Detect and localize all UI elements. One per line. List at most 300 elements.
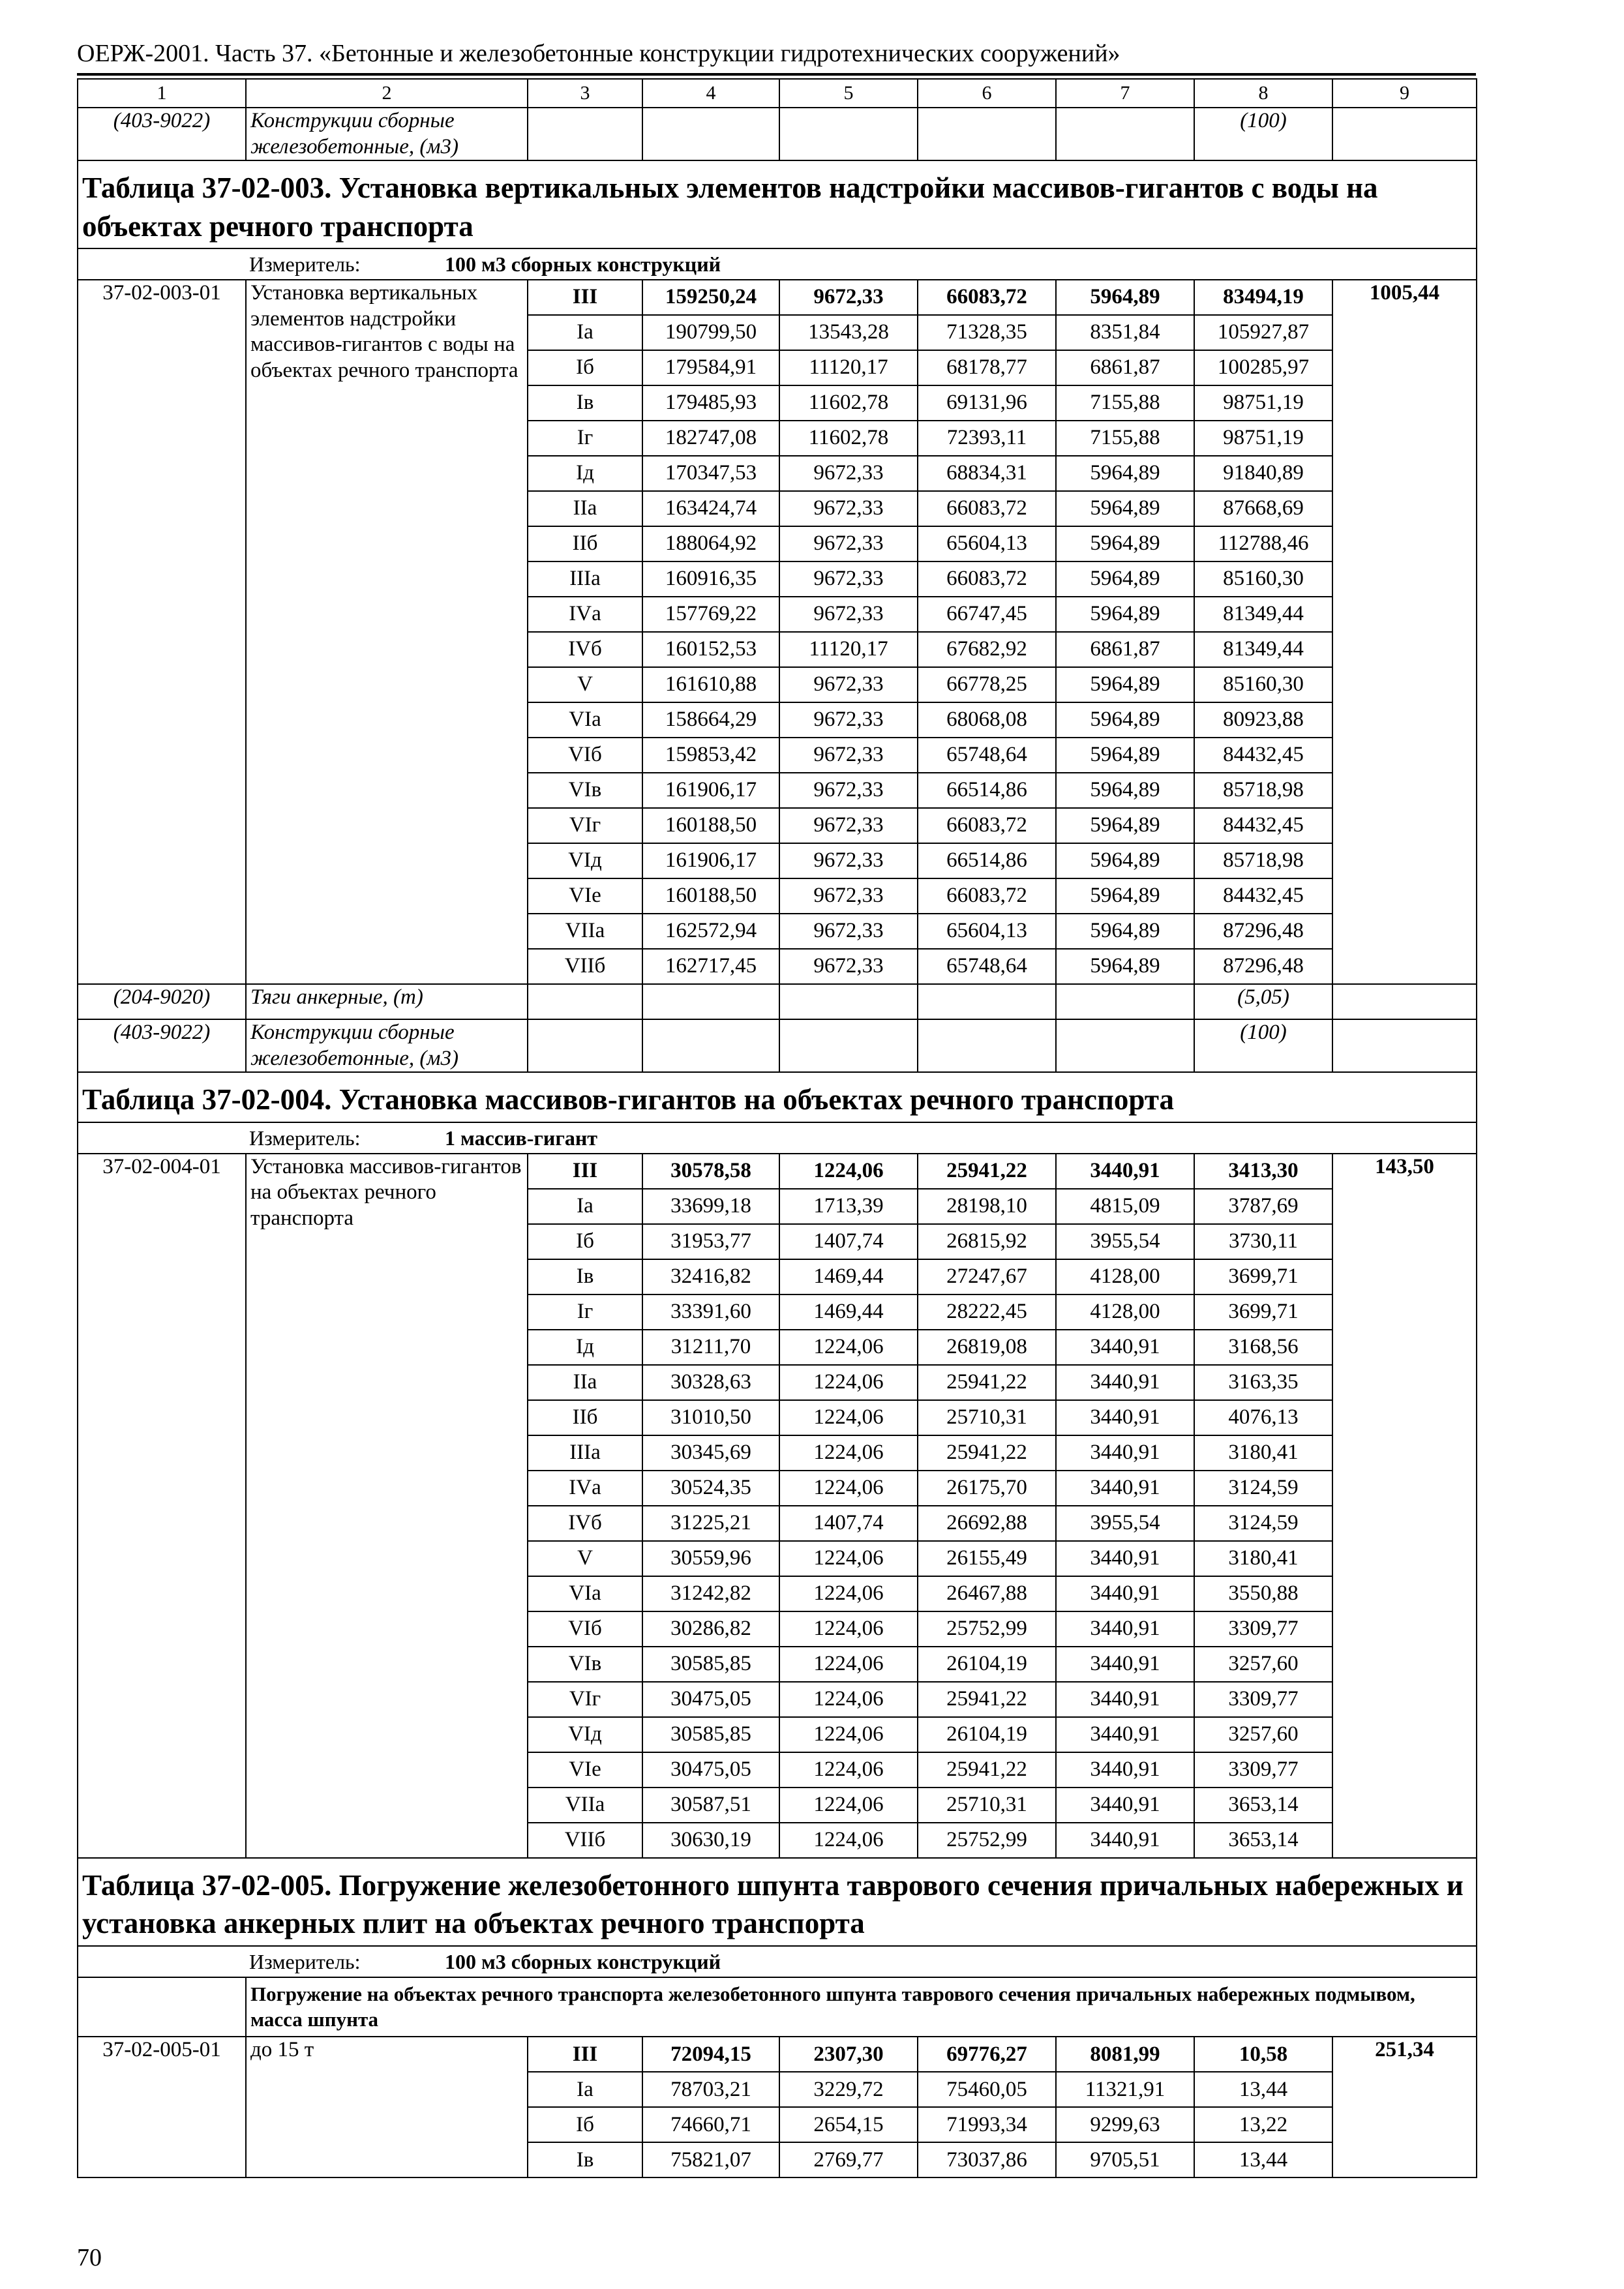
- measure-label: Измеритель:: [249, 1949, 361, 1973]
- value-cell: 160188,50: [642, 808, 779, 843]
- value-cell: 85160,30: [1194, 561, 1332, 597]
- value-cell: 3440,91: [1056, 1330, 1194, 1365]
- value-cell: 87296,48: [1194, 949, 1332, 984]
- material-row: [78, 108, 1477, 160]
- value-cell: 28198,10: [918, 1189, 1056, 1224]
- value-cell: 3550,88: [1194, 1576, 1332, 1611]
- value-cell: 5964,89: [1056, 878, 1194, 914]
- material-code: (204-9020): [78, 984, 246, 1019]
- rate-code: 37-02-005-01: [78, 2037, 246, 2177]
- measure-row: [78, 1946, 1477, 1977]
- value-cell: 3413,30: [1194, 1154, 1332, 1189]
- value-cell: 66083,72: [918, 808, 1056, 843]
- value-cell: 10,58: [1194, 2037, 1332, 2072]
- value-cell: 3163,35: [1194, 1365, 1332, 1400]
- measure-label: Измеритель:: [249, 1126, 361, 1150]
- value-cell: 160916,35: [642, 561, 779, 597]
- value-cell: 69131,96: [918, 385, 1056, 421]
- value-cell: 5964,89: [1056, 808, 1194, 843]
- value-cell: 65604,13: [918, 526, 1056, 561]
- value-cell: 179584,91: [642, 350, 779, 385]
- zone-cell: VIв: [528, 1647, 642, 1682]
- value-cell: 3168,56: [1194, 1330, 1332, 1365]
- value-cell: 9672,33: [779, 843, 918, 878]
- value-cell: 31953,77: [642, 1224, 779, 1259]
- value-cell: 91840,89: [1194, 456, 1332, 491]
- zone-cell: IIIа: [528, 1435, 642, 1471]
- zone-cell: IVб: [528, 1506, 642, 1541]
- value-cell: 84432,45: [1194, 738, 1332, 773]
- value-cell: 7155,88: [1056, 421, 1194, 456]
- value-cell: 5964,89: [1056, 702, 1194, 738]
- value-cell: 3124,59: [1194, 1506, 1332, 1541]
- value-cell: 75460,05: [918, 2072, 1056, 2107]
- value-cell: 163424,74: [642, 491, 779, 526]
- zone-cell: Iб: [528, 1224, 642, 1259]
- column-number: 9: [1332, 79, 1477, 108]
- value-cell: 170347,53: [642, 456, 779, 491]
- empty-cell: [1056, 108, 1194, 160]
- value-cell: 5964,89: [1056, 843, 1194, 878]
- rate-name: Установка вертикальных элементов надстройки массивов-гигантов с воды на объектах речного транспорта: [246, 280, 528, 984]
- value-cell: 3440,91: [1056, 1788, 1194, 1823]
- zone-cell: Iв: [528, 385, 642, 421]
- value-cell: 3257,60: [1194, 1647, 1332, 1682]
- column-number-row: [78, 79, 1477, 108]
- empty-cell: [779, 108, 918, 160]
- measure-value: 100 м3 сборных конструкций: [445, 1949, 721, 1973]
- value-cell: 179485,93: [642, 385, 779, 421]
- value-cell: 2654,15: [779, 2107, 918, 2142]
- value-cell: 182747,08: [642, 421, 779, 456]
- material-qty: (100): [1194, 108, 1332, 160]
- value-cell: 71993,34: [918, 2107, 1056, 2142]
- zone-cell: VIб: [528, 1611, 642, 1647]
- zone-cell: Iа: [528, 1189, 642, 1224]
- value-cell: 3440,91: [1056, 1576, 1194, 1611]
- value-cell: 160188,50: [642, 878, 779, 914]
- zone-cell: IIб: [528, 526, 642, 561]
- value-cell: 30345,69: [642, 1435, 779, 1471]
- measure-cell: [78, 1946, 1477, 1977]
- zone-cell: VIб: [528, 738, 642, 773]
- value-cell: 3440,91: [1056, 1682, 1194, 1717]
- column-number: 5: [779, 79, 918, 108]
- material-code: (403-9022): [78, 1019, 246, 1072]
- value-cell: 30578,58: [642, 1154, 779, 1189]
- table-title-row: [78, 1858, 1477, 1946]
- value-cell: 11602,78: [779, 421, 918, 456]
- material-name: Тяги анкерные, (т): [246, 984, 528, 1019]
- value-cell: 3440,91: [1056, 1400, 1194, 1435]
- zone-cell: Iа: [528, 2072, 642, 2107]
- value-cell: 2307,30: [779, 2037, 918, 2072]
- value-cell: 112788,46: [1194, 526, 1332, 561]
- zone-cell: IVа: [528, 1471, 642, 1506]
- zone-cell: Iд: [528, 1330, 642, 1365]
- value-cell: 30475,05: [642, 1752, 779, 1788]
- value-cell: 161906,17: [642, 773, 779, 808]
- value-cell: 9299,63: [1056, 2107, 1194, 2142]
- value-cell: 30585,85: [642, 1647, 779, 1682]
- table-row: [78, 1154, 1477, 1189]
- value-cell: 1407,74: [779, 1224, 918, 1259]
- value-cell: 31010,50: [642, 1400, 779, 1435]
- zone-cell: III: [528, 2037, 642, 2072]
- value-cell: 13,44: [1194, 2142, 1332, 2177]
- value-cell: 9672,33: [779, 597, 918, 632]
- zone-cell: Iв: [528, 1259, 642, 1294]
- value-cell: 3440,91: [1056, 1365, 1194, 1400]
- value-cell: 65748,64: [918, 949, 1056, 984]
- value-cell: 30328,63: [642, 1365, 779, 1400]
- value-cell: 3653,14: [1194, 1823, 1332, 1858]
- zone-cell: Iб: [528, 2107, 642, 2142]
- value-cell: 32416,82: [642, 1259, 779, 1294]
- page-number: 70: [77, 2244, 102, 2271]
- value-cell: 30630,19: [642, 1823, 779, 1858]
- value-cell: 65604,13: [918, 914, 1056, 949]
- value-cell: 9672,33: [779, 456, 918, 491]
- rate-name: Установка массивов-гигантов на объектах речного транспорта: [246, 1154, 528, 1858]
- value-cell: 158664,29: [642, 702, 779, 738]
- zone-cell: IVб: [528, 632, 642, 667]
- value-cell: 11602,78: [779, 385, 918, 421]
- value-cell: 5964,89: [1056, 456, 1194, 491]
- value-cell: 3653,14: [1194, 1788, 1332, 1823]
- value-cell: 87296,48: [1194, 914, 1332, 949]
- value-cell: 8351,84: [1056, 315, 1194, 350]
- value-cell: 3180,41: [1194, 1435, 1332, 1471]
- measure-row: [78, 248, 1477, 280]
- empty-cell: [1056, 1019, 1194, 1072]
- value-cell: 1224,06: [779, 1154, 918, 1189]
- value-cell: 80923,88: [1194, 702, 1332, 738]
- labor-cost: 143,50: [1332, 1154, 1477, 1858]
- value-cell: 5964,89: [1056, 526, 1194, 561]
- value-cell: 73037,86: [918, 2142, 1056, 2177]
- table-title-row: [78, 1072, 1477, 1122]
- value-cell: 9672,33: [779, 702, 918, 738]
- value-cell: 1224,06: [779, 1541, 918, 1576]
- value-cell: 78703,21: [642, 2072, 779, 2107]
- column-number: 1: [78, 79, 246, 108]
- value-cell: 9705,51: [1056, 2142, 1194, 2177]
- value-cell: 9672,33: [779, 914, 918, 949]
- page-header: ОЕРЖ-2001. Часть 37. «Бетонные и железобетонные конструкции гидротехнических сооружений»: [77, 40, 1120, 67]
- material-code: (403-9022): [78, 108, 246, 160]
- value-cell: 69776,27: [918, 2037, 1056, 2072]
- value-cell: 1224,06: [779, 1471, 918, 1506]
- zone-cell: Iд: [528, 456, 642, 491]
- zone-cell: VIIб: [528, 1823, 642, 1858]
- material-row: [78, 1019, 1477, 1072]
- value-cell: 1224,06: [779, 1435, 918, 1471]
- value-cell: 9672,33: [779, 667, 918, 702]
- value-cell: 3440,91: [1056, 1541, 1194, 1576]
- empty-cell: [1332, 984, 1477, 1019]
- zone-cell: VIг: [528, 1682, 642, 1717]
- measure-label: Измеритель:: [249, 252, 361, 276]
- value-cell: 159853,42: [642, 738, 779, 773]
- material-name: Конструкции сборные железобетонные, (м3): [246, 108, 528, 160]
- value-cell: 4128,00: [1056, 1259, 1194, 1294]
- material-row: [78, 984, 1477, 1019]
- value-cell: 9672,33: [779, 526, 918, 561]
- rate-code: 37-02-003-01: [78, 280, 246, 984]
- value-cell: 26104,19: [918, 1647, 1056, 1682]
- value-cell: 6861,87: [1056, 350, 1194, 385]
- value-cell: 30286,82: [642, 1611, 779, 1647]
- value-cell: 26815,92: [918, 1224, 1056, 1259]
- value-cell: 3180,41: [1194, 1541, 1332, 1576]
- value-cell: 66778,25: [918, 667, 1056, 702]
- value-cell: 8081,99: [1056, 2037, 1194, 2072]
- value-cell: 3124,59: [1194, 1471, 1332, 1506]
- value-cell: 3440,91: [1056, 1752, 1194, 1788]
- zone-cell: Iв: [528, 2142, 642, 2177]
- material-qty: (100): [1194, 1019, 1332, 1072]
- labor-cost: 1005,44: [1332, 280, 1477, 984]
- value-cell: 67682,92: [918, 632, 1056, 667]
- value-cell: 3730,11: [1194, 1224, 1332, 1259]
- value-cell: 27247,67: [918, 1259, 1056, 1294]
- zone-cell: IIа: [528, 1365, 642, 1400]
- value-cell: 7155,88: [1056, 385, 1194, 421]
- value-cell: 1224,06: [779, 1330, 918, 1365]
- value-cell: 3955,54: [1056, 1224, 1194, 1259]
- value-cell: 5964,89: [1056, 773, 1194, 808]
- zone-cell: IIб: [528, 1400, 642, 1435]
- zone-cell: VIд: [528, 1717, 642, 1752]
- value-cell: 3955,54: [1056, 1506, 1194, 1541]
- empty-cell: [1056, 984, 1194, 1019]
- value-cell: 161906,17: [642, 843, 779, 878]
- value-cell: 1224,06: [779, 1611, 918, 1647]
- zone-cell: VIIа: [528, 1788, 642, 1823]
- value-cell: 1224,06: [779, 1717, 918, 1752]
- value-cell: 26175,70: [918, 1471, 1056, 1506]
- value-cell: 25941,22: [918, 1435, 1056, 1471]
- value-cell: 3257,60: [1194, 1717, 1332, 1752]
- value-cell: 26692,88: [918, 1506, 1056, 1541]
- empty-cell: [642, 1019, 779, 1072]
- value-cell: 81349,44: [1194, 632, 1332, 667]
- rates-table: [77, 78, 1477, 2178]
- value-cell: 1224,06: [779, 1400, 918, 1435]
- value-cell: 66514,86: [918, 773, 1056, 808]
- value-cell: 26155,49: [918, 1541, 1056, 1576]
- value-cell: 5964,89: [1056, 561, 1194, 597]
- value-cell: 65748,64: [918, 738, 1056, 773]
- value-cell: 68068,08: [918, 702, 1056, 738]
- value-cell: 25941,22: [918, 1154, 1056, 1189]
- zone-cell: VIа: [528, 702, 642, 738]
- material-qty: (5,05): [1194, 984, 1332, 1019]
- value-cell: 11120,17: [779, 632, 918, 667]
- value-cell: 4815,09: [1056, 1189, 1194, 1224]
- value-cell: 190799,50: [642, 315, 779, 350]
- value-cell: 66083,72: [918, 561, 1056, 597]
- value-cell: 30475,05: [642, 1682, 779, 1717]
- measure-row: [78, 1122, 1477, 1154]
- zone-cell: Iб: [528, 350, 642, 385]
- subheading: Погружение на объектах речного транспорта железобетонного шпунта таврового сечения причальных набережных подмывом, масса шпунта: [246, 1977, 1477, 2037]
- value-cell: 30559,96: [642, 1541, 779, 1576]
- value-cell: 66747,45: [918, 597, 1056, 632]
- value-cell: 5964,89: [1056, 914, 1194, 949]
- subheading-row: [78, 1977, 1477, 2037]
- zone-cell: VIв: [528, 773, 642, 808]
- zone-cell: Iа: [528, 315, 642, 350]
- value-cell: 31225,21: [642, 1506, 779, 1541]
- value-cell: 66083,72: [918, 280, 1056, 315]
- value-cell: 5964,89: [1056, 667, 1194, 702]
- value-cell: 1469,44: [779, 1294, 918, 1330]
- value-cell: 85718,98: [1194, 843, 1332, 878]
- empty-cell: [779, 1019, 918, 1072]
- value-cell: 25710,31: [918, 1400, 1056, 1435]
- value-cell: 9672,33: [779, 280, 918, 315]
- measure-value: 100 м3 сборных конструкций: [445, 252, 721, 276]
- table-row: [78, 2037, 1477, 2072]
- value-cell: 75821,07: [642, 2142, 779, 2177]
- measure-value: 1 массив-гигант: [445, 1126, 598, 1150]
- value-cell: 161610,88: [642, 667, 779, 702]
- value-cell: 30585,85: [642, 1717, 779, 1752]
- value-cell: 85160,30: [1194, 667, 1332, 702]
- empty-cell: [78, 1977, 246, 2037]
- table-title: Таблица 37-02-004. Установка массивов-гигантов на объектах речного транспорта: [78, 1072, 1477, 1122]
- value-cell: 68178,77: [918, 350, 1056, 385]
- value-cell: 26467,88: [918, 1576, 1056, 1611]
- column-number: 8: [1194, 79, 1332, 108]
- value-cell: 1407,74: [779, 1506, 918, 1541]
- value-cell: 30524,35: [642, 1471, 779, 1506]
- column-number: 2: [246, 79, 528, 108]
- zone-cell: III: [528, 1154, 642, 1189]
- value-cell: 3440,91: [1056, 1823, 1194, 1858]
- table-title: Таблица 37-02-003. Установка вертикальных элементов надстройки массивов-гигантов с воды на объектах речного транспорта: [78, 160, 1477, 248]
- value-cell: 98751,19: [1194, 385, 1332, 421]
- value-cell: 25752,99: [918, 1823, 1056, 1858]
- zone-cell: IVа: [528, 597, 642, 632]
- empty-cell: [642, 108, 779, 160]
- value-cell: 3440,91: [1056, 1154, 1194, 1189]
- value-cell: 3787,69: [1194, 1189, 1332, 1224]
- value-cell: 3440,91: [1056, 1435, 1194, 1471]
- value-cell: 1224,06: [779, 1682, 918, 1717]
- column-number: 3: [528, 79, 642, 108]
- value-cell: 159250,24: [642, 280, 779, 315]
- value-cell: 30587,51: [642, 1788, 779, 1823]
- table-title: Таблица 37-02-005. Погружение железобетонного шпунта таврового сечения причальных набережных и установка анкерных плит на объектах речного транспорта: [78, 1858, 1477, 1946]
- empty-cell: [528, 1019, 642, 1072]
- value-cell: 3440,91: [1056, 1611, 1194, 1647]
- value-cell: 25710,31: [918, 1788, 1056, 1823]
- zone-cell: Iг: [528, 1294, 642, 1330]
- value-cell: 3440,91: [1056, 1717, 1194, 1752]
- value-cell: 5964,89: [1056, 949, 1194, 984]
- header-rule: [77, 73, 1476, 76]
- measure-cell: [78, 1122, 1477, 1154]
- value-cell: 9672,33: [779, 878, 918, 914]
- value-cell: 3229,72: [779, 2072, 918, 2107]
- value-cell: 9672,33: [779, 738, 918, 773]
- value-cell: 105927,87: [1194, 315, 1332, 350]
- zone-cell: VIд: [528, 843, 642, 878]
- value-cell: 6861,87: [1056, 632, 1194, 667]
- value-cell: 25941,22: [918, 1365, 1056, 1400]
- value-cell: 84432,45: [1194, 808, 1332, 843]
- value-cell: 3699,71: [1194, 1294, 1332, 1330]
- empty-cell: [918, 1019, 1056, 1072]
- zone-cell: III: [528, 280, 642, 315]
- value-cell: 72393,11: [918, 421, 1056, 456]
- table-title-row: [78, 160, 1477, 248]
- value-cell: 66083,72: [918, 491, 1056, 526]
- value-cell: 9672,33: [779, 949, 918, 984]
- column-number: 6: [918, 79, 1056, 108]
- empty-cell: [528, 984, 642, 1019]
- value-cell: 26104,19: [918, 1717, 1056, 1752]
- value-cell: 5964,89: [1056, 491, 1194, 526]
- value-cell: 31242,82: [642, 1576, 779, 1611]
- value-cell: 84432,45: [1194, 878, 1332, 914]
- zone-cell: IIIа: [528, 561, 642, 597]
- value-cell: 3699,71: [1194, 1259, 1332, 1294]
- measure-cell: [78, 248, 1477, 280]
- value-cell: 160152,53: [642, 632, 779, 667]
- value-cell: 162717,45: [642, 949, 779, 984]
- value-cell: 13,22: [1194, 2107, 1332, 2142]
- value-cell: 71328,35: [918, 315, 1056, 350]
- value-cell: 2769,77: [779, 2142, 918, 2177]
- value-cell: 1224,06: [779, 1788, 918, 1823]
- value-cell: 1469,44: [779, 1259, 918, 1294]
- value-cell: 100285,97: [1194, 350, 1332, 385]
- value-cell: 13,44: [1194, 2072, 1332, 2107]
- value-cell: 9672,33: [779, 491, 918, 526]
- rate-name: до 15 т: [246, 2037, 528, 2177]
- value-cell: 66083,72: [918, 878, 1056, 914]
- value-cell: 157769,22: [642, 597, 779, 632]
- value-cell: 5964,89: [1056, 280, 1194, 315]
- value-cell: 1224,06: [779, 1365, 918, 1400]
- zone-cell: VIг: [528, 808, 642, 843]
- value-cell: 81349,44: [1194, 597, 1332, 632]
- value-cell: 26819,08: [918, 1330, 1056, 1365]
- rate-code: 37-02-004-01: [78, 1154, 246, 1858]
- zone-cell: V: [528, 1541, 642, 1576]
- value-cell: 3440,91: [1056, 1471, 1194, 1506]
- value-cell: 33391,60: [642, 1294, 779, 1330]
- zone-cell: VIIа: [528, 914, 642, 949]
- value-cell: 5964,89: [1056, 597, 1194, 632]
- column-number: 4: [642, 79, 779, 108]
- value-cell: 4128,00: [1056, 1294, 1194, 1330]
- material-name: Конструкции сборные железобетонные, (м3): [246, 1019, 528, 1072]
- value-cell: 3309,77: [1194, 1682, 1332, 1717]
- value-cell: 5964,89: [1056, 738, 1194, 773]
- table-row: [78, 280, 1477, 315]
- value-cell: 1224,06: [779, 1576, 918, 1611]
- zone-cell: IIа: [528, 491, 642, 526]
- value-cell: 31211,70: [642, 1330, 779, 1365]
- zone-cell: V: [528, 667, 642, 702]
- value-cell: 9672,33: [779, 773, 918, 808]
- empty-cell: [1332, 108, 1477, 160]
